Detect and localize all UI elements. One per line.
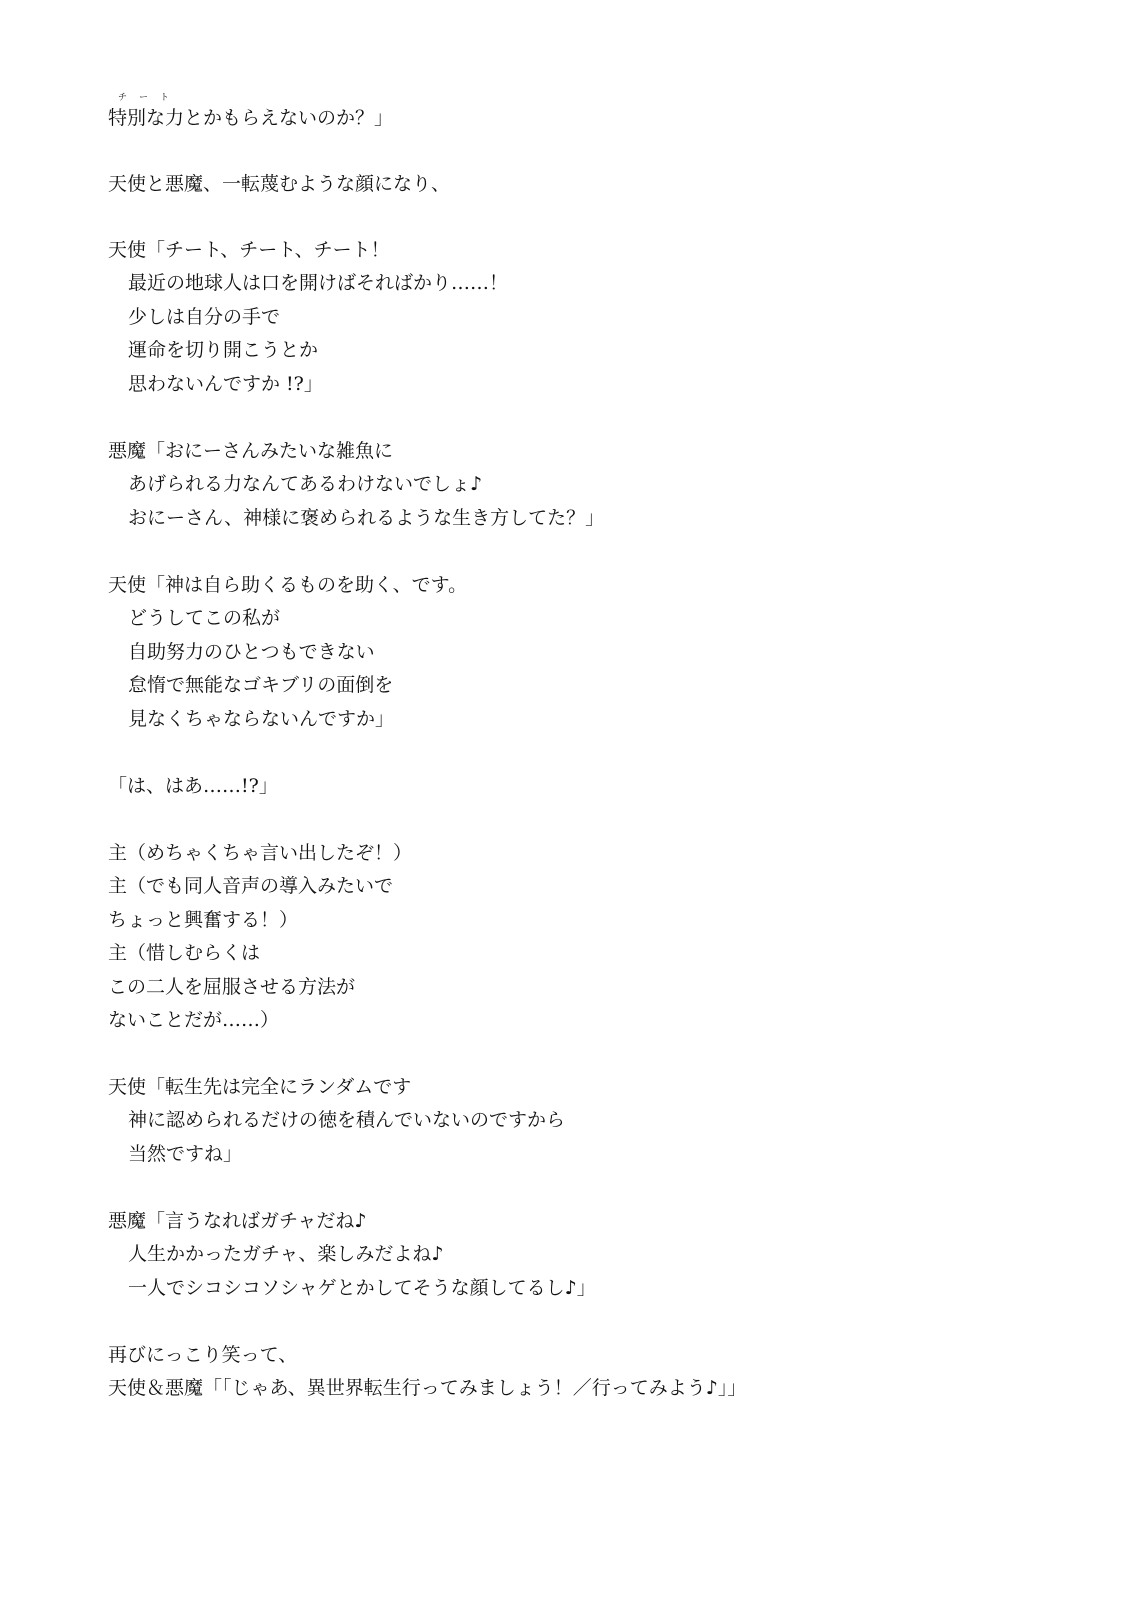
text-line: 主（めちゃくちゃ言い出したぞ！） <box>108 842 413 864</box>
ruby-annotation: チート <box>118 93 182 103</box>
text-line: 特別な力とかもらえないのか？」 <box>108 107 394 129</box>
text-line: この二人を屈服させる方法が <box>108 976 356 998</box>
text-line: 主（でも同人音声の導入みたいで <box>108 875 394 897</box>
text-line: 見なくちゃならないんですか」 <box>128 708 395 730</box>
text-line: 思わないんですか !?」 <box>128 373 323 395</box>
text-line: 再びにっこり笑って、 <box>108 1344 298 1366</box>
text-line: 悪魔「おにーさんみたいな雑魚に <box>108 440 394 462</box>
text-line: 怠惰で無能なゴキブリの面倒を <box>128 674 394 696</box>
text-line: 主（惜しむらくは <box>108 942 261 964</box>
text-line: 運命を切り開こうとか <box>128 339 319 361</box>
text-line: 最近の地球人は口を開けばそればかり……！ <box>128 272 509 294</box>
text-line: おにーさん、神様に褒められるような生き方してた？」 <box>128 507 605 529</box>
text-line: 当然ですね」 <box>128 1143 243 1165</box>
text-line: 少しは自分の手で <box>128 306 281 328</box>
text-line: 「は、はあ……!?」 <box>108 775 278 797</box>
text-line: 天使と悪魔、一転蔑むような顔になり、 <box>108 173 451 195</box>
text-line: 天使「神は自ら助くるものを助く、です。 <box>108 574 468 596</box>
text-line: 自助努力のひとつもできない <box>128 641 375 663</box>
text-line: あげられる力なんてあるわけないでしょ♪ <box>128 473 483 495</box>
text-line: 一人でシコシコソシャゲとかしてそうな顔してるし♪」 <box>128 1277 596 1299</box>
text-line: どうしてこの私が <box>128 607 281 629</box>
text-line: 天使＆悪魔「「じゃあ、異世界転生行ってみましょう！／行ってみよう♪」」 <box>108 1377 747 1399</box>
text-line: ちょっと興奮する！） <box>108 909 299 931</box>
text-line: 神に認められるだけの徳を積んでいないのですから <box>128 1109 566 1131</box>
text-line: 天使「転生先は完全にランダムです <box>108 1076 412 1098</box>
text-line: 天使「チート、チート、チート！ <box>108 239 390 261</box>
text-line: 悪魔「言うなればガチャだね♪ <box>108 1210 367 1232</box>
text-line: 人生かかったガチャ、楽しみだよね♪ <box>128 1243 444 1265</box>
text-line: ないことだが……） <box>108 1009 280 1031</box>
